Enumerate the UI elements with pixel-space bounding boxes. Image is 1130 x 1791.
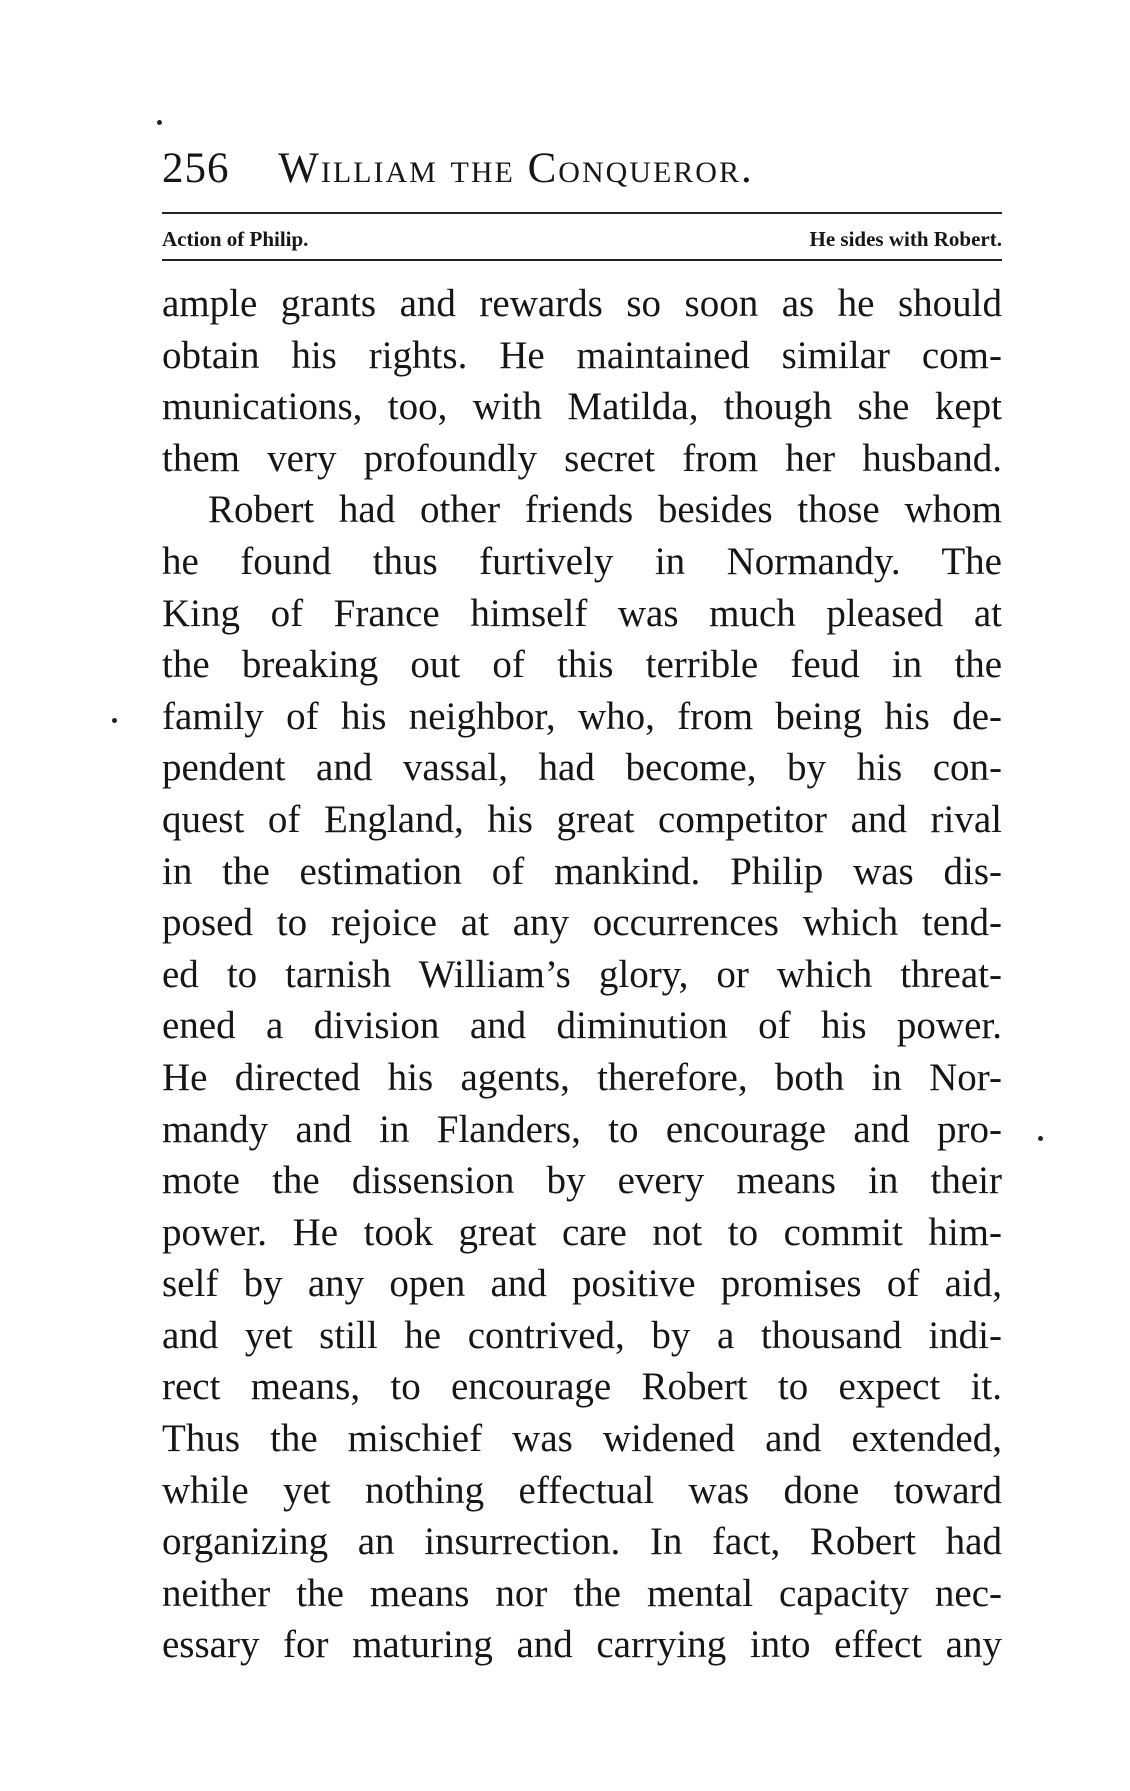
print-speck: [1038, 1136, 1043, 1141]
text-line: mote the dissension by every means in their: [162, 1159, 1002, 1203]
text-line: mandy and in Flanders, to encourage and pro-: [162, 1107, 1002, 1151]
sidenote-right: He sides with Robert.: [809, 227, 1002, 251]
header-rule-bottom: [162, 259, 1002, 261]
text-line: them very profoundly secret from her husband.: [162, 436, 1002, 480]
text-line: essary for maturing and carrying into effect any: [162, 1623, 1002, 1667]
body-text: [162, 278, 1002, 1671]
text-line: He directed his agents, therefore, both in Nor-: [162, 1055, 1002, 1099]
text-line: ed to tarnish William’s glory, or which threat-: [162, 952, 1002, 996]
sidenote-row: [162, 224, 1002, 254]
text-line: family of his neighbor, who, from being his de-: [162, 694, 1002, 738]
running-title: William the Conqueror.: [278, 145, 754, 192]
text-line: obtain his rights. He maintained similar com-: [162, 333, 1002, 377]
text-line: organizing an insurrection. In fact, Robert had: [162, 1520, 1002, 1564]
text-line: King of France himself was much pleased at: [162, 591, 1002, 635]
text-line: and yet still he contrived, by a thousand indi-: [162, 1313, 1002, 1357]
page-number: 256: [162, 145, 230, 192]
text-line: munications, too, with Matilda, though she kept: [162, 385, 1002, 429]
text-line: ample grants and rewards so soon as he should: [162, 282, 1002, 325]
text-line: Thus the mischief was widened and extended,: [162, 1417, 1002, 1461]
print-speck: [112, 718, 117, 723]
running-header: [162, 140, 1002, 198]
text-line: posed to rejoice at any occurrences which tend-: [162, 901, 1002, 945]
text-line: Robert had other friends besides those whom: [208, 488, 1002, 532]
text-line: neither the means nor the mental capacity nec-: [162, 1571, 1002, 1615]
text-line: power. He took great care not to commit him-: [162, 1210, 1002, 1254]
text-line: while yet nothing effectual was done toward: [162, 1468, 1002, 1512]
text-line: rect means, to encourage Robert to expect it.: [162, 1365, 1002, 1409]
text-line: the breaking out of this terrible feud in the: [162, 643, 1002, 687]
text-line: ened a division and diminution of his power.: [162, 1004, 1002, 1048]
text-line: self by any open and positive promises of aid,: [162, 1262, 1002, 1306]
text-line: in the estimation of mankind. Philip was dis-: [162, 849, 1002, 893]
text-line: quest of England, his great competitor and rival: [162, 797, 1002, 841]
text-line: he found thus furtively in Normandy. The: [162, 539, 1002, 583]
text-line: pendent and vassal, had become, by his con-: [162, 746, 1002, 790]
header-rule-top: [162, 212, 1002, 214]
sidenote-left: Action of Philip.: [162, 227, 309, 251]
print-speck: [157, 120, 162, 125]
